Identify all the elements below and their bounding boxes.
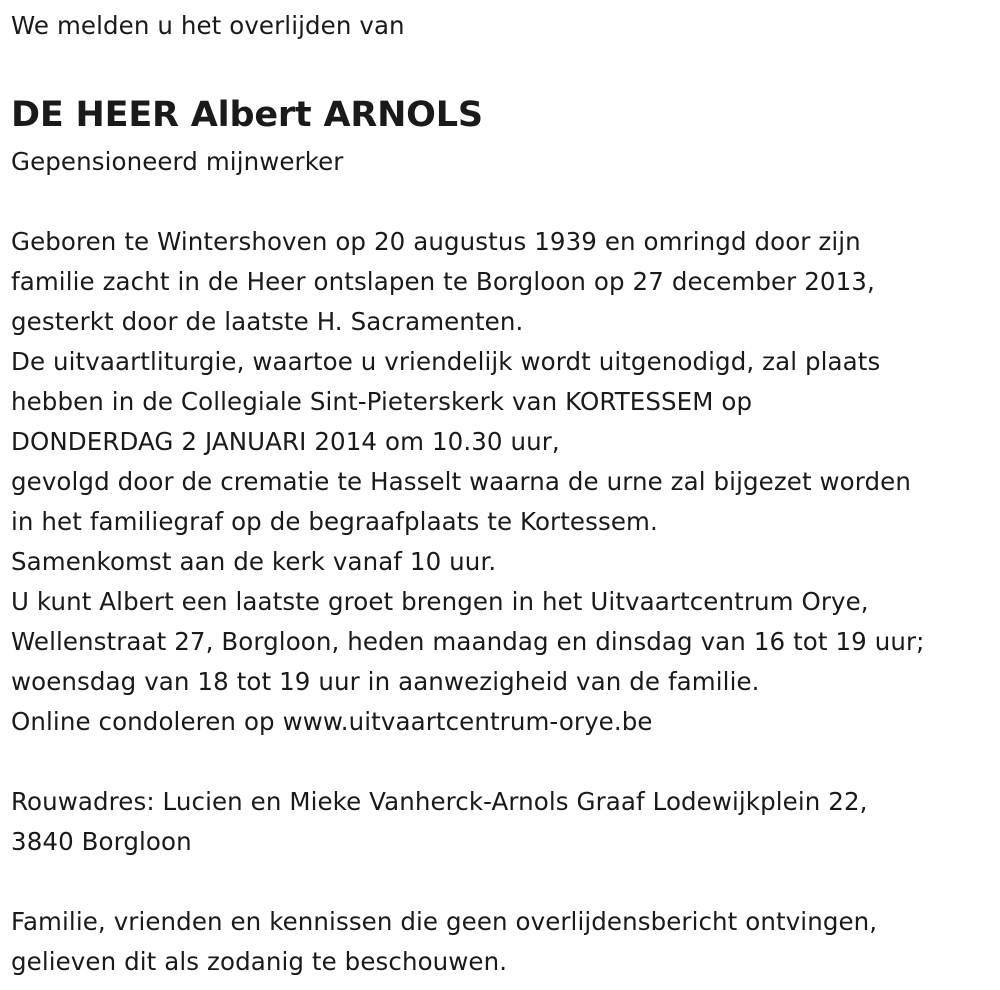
body-line: Geboren te Wintershoven op 20 augustus 1939 en omringd door zijn (11, 227, 861, 256)
body-line: Wellenstraat 27, Borgloon, heden maandag en dinsdag van 16 tot 19 uur; (11, 627, 925, 656)
body-line: woensdag van 18 tot 19 uur in aanwezigheid van de familie. (11, 667, 760, 696)
body-line: familie zacht in de Heer ontslapen te Borgloon op 27 december 2013, (11, 267, 875, 296)
deceased-name: DE HEER Albert ARNOLS (11, 95, 483, 135)
occupation-text: Gepensioneerd mijnwerker (11, 147, 344, 176)
body-line: gevolgd door de crematie te Hasselt waarna de urne zal bijgezet worden (11, 467, 911, 496)
body-line: Samenkomst aan de kerk vanaf 10 uur. (11, 547, 497, 576)
body-line: U kunt Albert een laatste groet brengen in het Uitvaartcentrum Orye, (11, 587, 869, 616)
body-line: Online condoleren op www.uitvaartcentrum-orye.be (11, 707, 653, 736)
closing-line: gelieven dit als zodanig te beschouwen. (11, 947, 508, 976)
body-line: gesterkt door de laatste H. Sacramenten. (11, 307, 524, 336)
closing-note (11, 902, 996, 982)
address-line: Rouwadres: Lucien en Mieke Vanherck-Arnols Graaf Lodewijkplein 22, (11, 787, 868, 816)
closing-line: Familie, vrienden en kennissen die geen overlijdensbericht ontvingen, (11, 907, 878, 936)
body-line: De uitvaartliturgie, waartoe u vriendelijk wordt uitgenodigd, zal plaats (11, 347, 881, 376)
notice-body (11, 222, 996, 742)
death-notice (11, 8, 996, 982)
body-line: DONDERDAG 2 JANUARI 2014 om 10.30 uur, (11, 427, 560, 456)
mourning-address (11, 782, 996, 862)
body-line: hebben in de Collegiale Sint-Pieterskerk van KORTESSEM op (11, 387, 753, 416)
body-line: in het familiegraf op de begraafplaats te Kortessem. (11, 507, 658, 536)
address-line: 3840 Borgloon (11, 827, 192, 856)
intro-text: We melden u het overlijden van (11, 11, 405, 40)
